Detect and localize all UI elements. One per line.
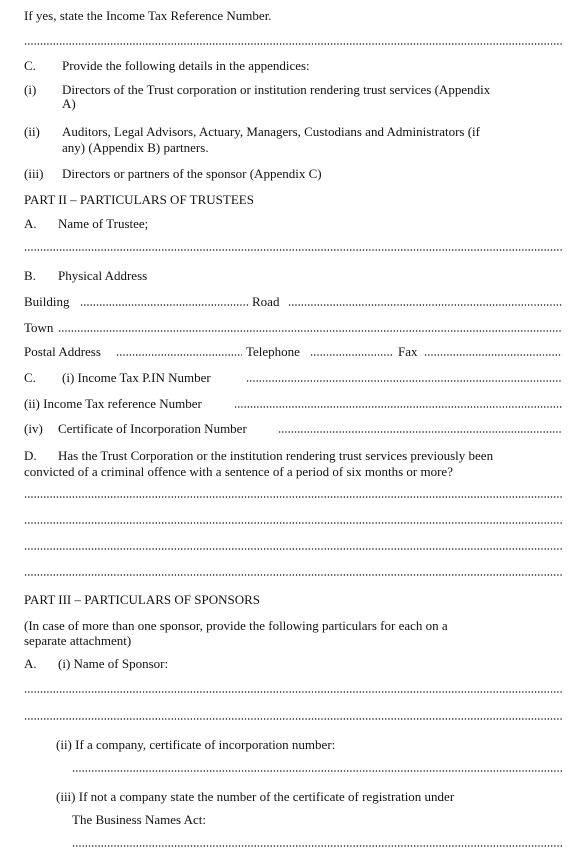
income-tax-ref-field[interactable] <box>24 43 562 45</box>
conviction-field-line[interactable] <box>24 574 562 576</box>
part3-note-line1: (In case of more than one sponsor, provide the following particulars for each on a <box>24 618 448 633</box>
fax-field[interactable] <box>424 354 562 356</box>
sponsor-name-field[interactable] <box>24 718 562 720</box>
part2-b-label: B. <box>24 268 36 283</box>
section-c-heading: Provide the following details in the appendices: <box>62 58 310 73</box>
sponsor-incorporation-field[interactable] <box>72 770 562 772</box>
town-field[interactable] <box>58 330 562 332</box>
sponsor-name-label: (i) Name of Sponsor: <box>58 656 169 671</box>
cert-num: (iv) <box>24 421 43 436</box>
telephone-field[interactable] <box>310 354 394 356</box>
cert-field[interactable] <box>278 431 562 433</box>
tax-ref-field[interactable] <box>234 406 562 408</box>
road-field[interactable] <box>288 304 562 306</box>
sponsor-registration-label-1: (iii) If not a company state the number of the certificate of registration under <box>56 789 455 804</box>
building-field[interactable] <box>80 304 248 306</box>
item-text: A) <box>62 96 76 111</box>
part2-d-line1: Has the Trust Corporation or the institution rendering trust services previously been <box>58 448 494 463</box>
item-text: Auditors, Legal Advisors, Actuary, Managers, Custodians and Administrators (if <box>62 124 480 139</box>
item-num: (ii) <box>24 124 40 139</box>
part2-c-label: C. <box>24 370 36 385</box>
conviction-field-line[interactable] <box>24 548 562 550</box>
item-text: Directors or partners of the sponsor (Appendix C) <box>62 166 322 181</box>
cert-label: Certificate of Incorporation Number <box>58 421 247 436</box>
part3-title: PART III – PARTICULARS OF SPONSORS <box>24 592 261 607</box>
pin-label: (i) Income Tax P.IN Number <box>62 370 211 385</box>
sponsor-name-field[interactable] <box>24 691 562 693</box>
conviction-field-line[interactable] <box>24 522 562 524</box>
road-label: Road <box>252 294 280 309</box>
item-text: Directors of the Trust corporation or institution rendering trust services (Appendix <box>62 82 491 97</box>
part2-d-line2: convicted of a criminal offence with a sentence of a period of six months or more? <box>24 464 453 479</box>
item-num: (i) <box>24 82 37 97</box>
town-label: Town <box>24 320 54 335</box>
pin-field[interactable] <box>246 380 562 382</box>
postal-address-field[interactable] <box>116 354 242 356</box>
fax-label: Fax <box>398 344 418 359</box>
intro-text: If yes, state the Income Tax Reference Number. <box>24 8 272 23</box>
part3-a-label: A. <box>24 656 37 671</box>
trustee-name-field[interactable] <box>24 249 562 251</box>
part3-note-line2: separate attachment) <box>24 633 132 648</box>
item-num: (iii) <box>24 166 44 181</box>
part2-title: PART II – PARTICULARS OF TRUSTEES <box>24 192 254 207</box>
part2-a-label: A. <box>24 216 37 231</box>
section-c-label: C. <box>24 58 36 73</box>
part2-b-text: Physical Address <box>58 268 148 283</box>
part2-a-text: Name of Trustee; <box>58 216 149 231</box>
sponsor-registration-field[interactable] <box>72 845 562 847</box>
sponsor-registration-label-2: The Business Names Act: <box>72 812 206 827</box>
part2-d-label: D. <box>24 448 37 463</box>
tax-ref-label: (ii) Income Tax reference Number <box>24 396 202 411</box>
building-label: Building <box>24 294 70 309</box>
conviction-field-line[interactable] <box>24 496 562 498</box>
telephone-label: Telephone <box>246 344 300 359</box>
item-text: any) (Appendix B) partners. <box>62 140 209 155</box>
postal-address-label: Postal Address <box>24 344 101 359</box>
sponsor-incorporation-label: (ii) If a company, certificate of incorporation number: <box>56 737 336 752</box>
